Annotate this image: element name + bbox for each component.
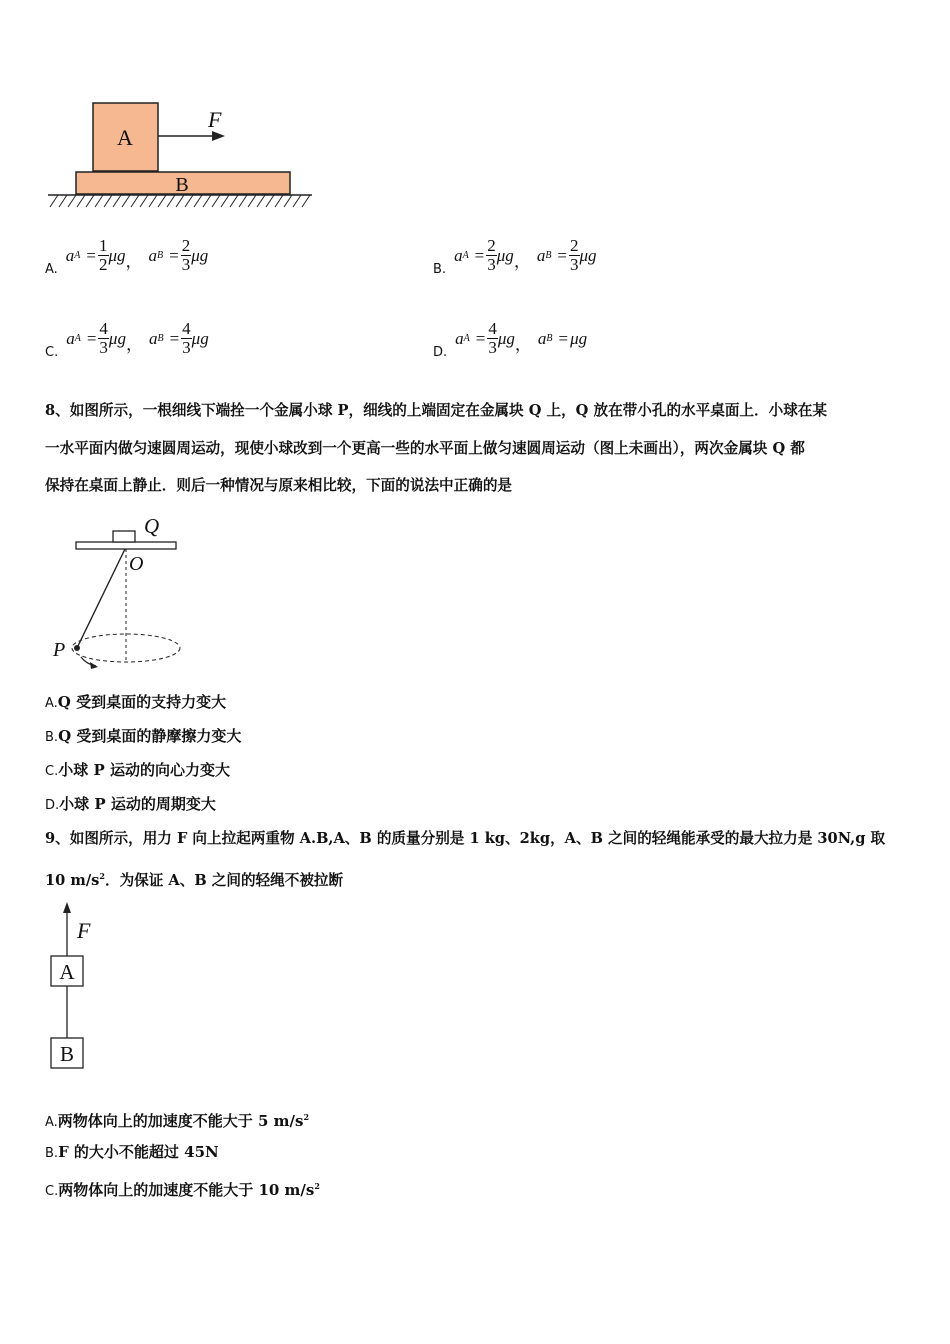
block-q [113, 531, 135, 542]
string [77, 549, 125, 648]
q9-option-c[interactable]: C.两物体向上的加速度不能大于 10 $m/s^2$ [45, 1181, 320, 1199]
option-letter: D. [433, 345, 448, 360]
fraction-b: $\frac{2}{3}$ [181, 236, 191, 274]
label-force: F [77, 918, 91, 943]
fraction-a: $\frac{2}{3}$ [487, 236, 496, 274]
label-p: P [53, 639, 66, 661]
label-block-a: A [59, 960, 75, 984]
ball-p [74, 645, 80, 651]
q7-figure [44, 95, 319, 213]
q8-option-c[interactable]: C.小球 P 运动的向心力变大 [45, 761, 230, 779]
option-letter: A. [45, 262, 58, 277]
fraction-b: $\frac{2}{3}$ [570, 236, 579, 274]
q8-option-b[interactable]: B.Q 受到桌面的静摩擦力变大 [45, 727, 242, 745]
q9-stem-line1: 9、如图所示，用力 F 向上拉起两重物 A.B,A、B 的质量分别是 1 kg、2kg，A、B 之间的轻绳能承受的最大拉力是 30N,g 取 [45, 830, 886, 847]
q9-option-b[interactable]: B.F 的大小不能超过 45N [45, 1143, 219, 1161]
q8-stem-line3: 保持在桌面上静止．则后一种情况与原来相比较，下面的说法中正确的是 [45, 477, 513, 494]
q7-option-b[interactable]: B. a A = $\frac{2}{3}$ μg ， a B = $\frac{2}{3}$ μg [433, 236, 597, 277]
fraction-b: $\frac{4}{3}$ [182, 319, 191, 357]
fraction-a: $\frac{4}{3}$ [99, 319, 108, 357]
label-force: F [208, 107, 222, 132]
q7-option-a[interactable]: A. a A = $\frac{1}{2}$ μg ， a B = $\frac{2}{3}$ μg [45, 236, 209, 277]
label-block-a: A [117, 125, 133, 150]
q9-stem-line2: 10 $m/s^2$．为保证 A、B 之间的轻绳不被拉断 [45, 871, 344, 889]
label-o: O [129, 553, 144, 575]
q8-option-d[interactable]: D.小球 P 运动的周期变大 [45, 795, 216, 813]
option-letter: C. [45, 345, 59, 360]
label-q: Q [144, 514, 160, 538]
q9-figure [44, 898, 114, 1070]
rotation-arrowhead [90, 662, 98, 669]
force-arrowhead [212, 131, 225, 141]
option-letter: B. [433, 262, 447, 277]
q9-option-a[interactable]: A.两物体向上的加速度不能大于 5 $m/s^2$ [45, 1112, 310, 1130]
fraction-a: $\frac{1}{2}$ [99, 236, 108, 274]
label-block-b: B [59, 1042, 75, 1066]
label-block-b: B [175, 174, 189, 196]
q7-option-d[interactable]: D. a A = $\frac{4}{3}$ μg ， a B = μg [433, 319, 588, 360]
fraction-a: $\frac{4}{3}$ [488, 319, 497, 357]
q8-figure [50, 512, 190, 672]
force-arrowhead [63, 902, 71, 913]
q7-option-c[interactable]: C. a A = $\frac{4}{3}$ μg ， a B = $\frac{4}{3}$ μg [45, 319, 209, 360]
q8-stem-line1: 8、如图所示，一根细线下端拴一个金属小球 P，细线的上端固定在金属块 Q 上，Q 放在带小孔的水平桌面上．小球在某 [45, 402, 827, 419]
table-top [76, 542, 176, 549]
q8-option-a[interactable]: A.Q 受到桌面的支持力变大 [45, 693, 227, 711]
ground-hatching [50, 195, 310, 207]
q8-stem-line2: 一水平面内做匀速圆周运动，现使小球改到一个更高一些的水平面上做匀速圆周运动（图上未画出），两次金属块 Q 都 [45, 440, 805, 457]
